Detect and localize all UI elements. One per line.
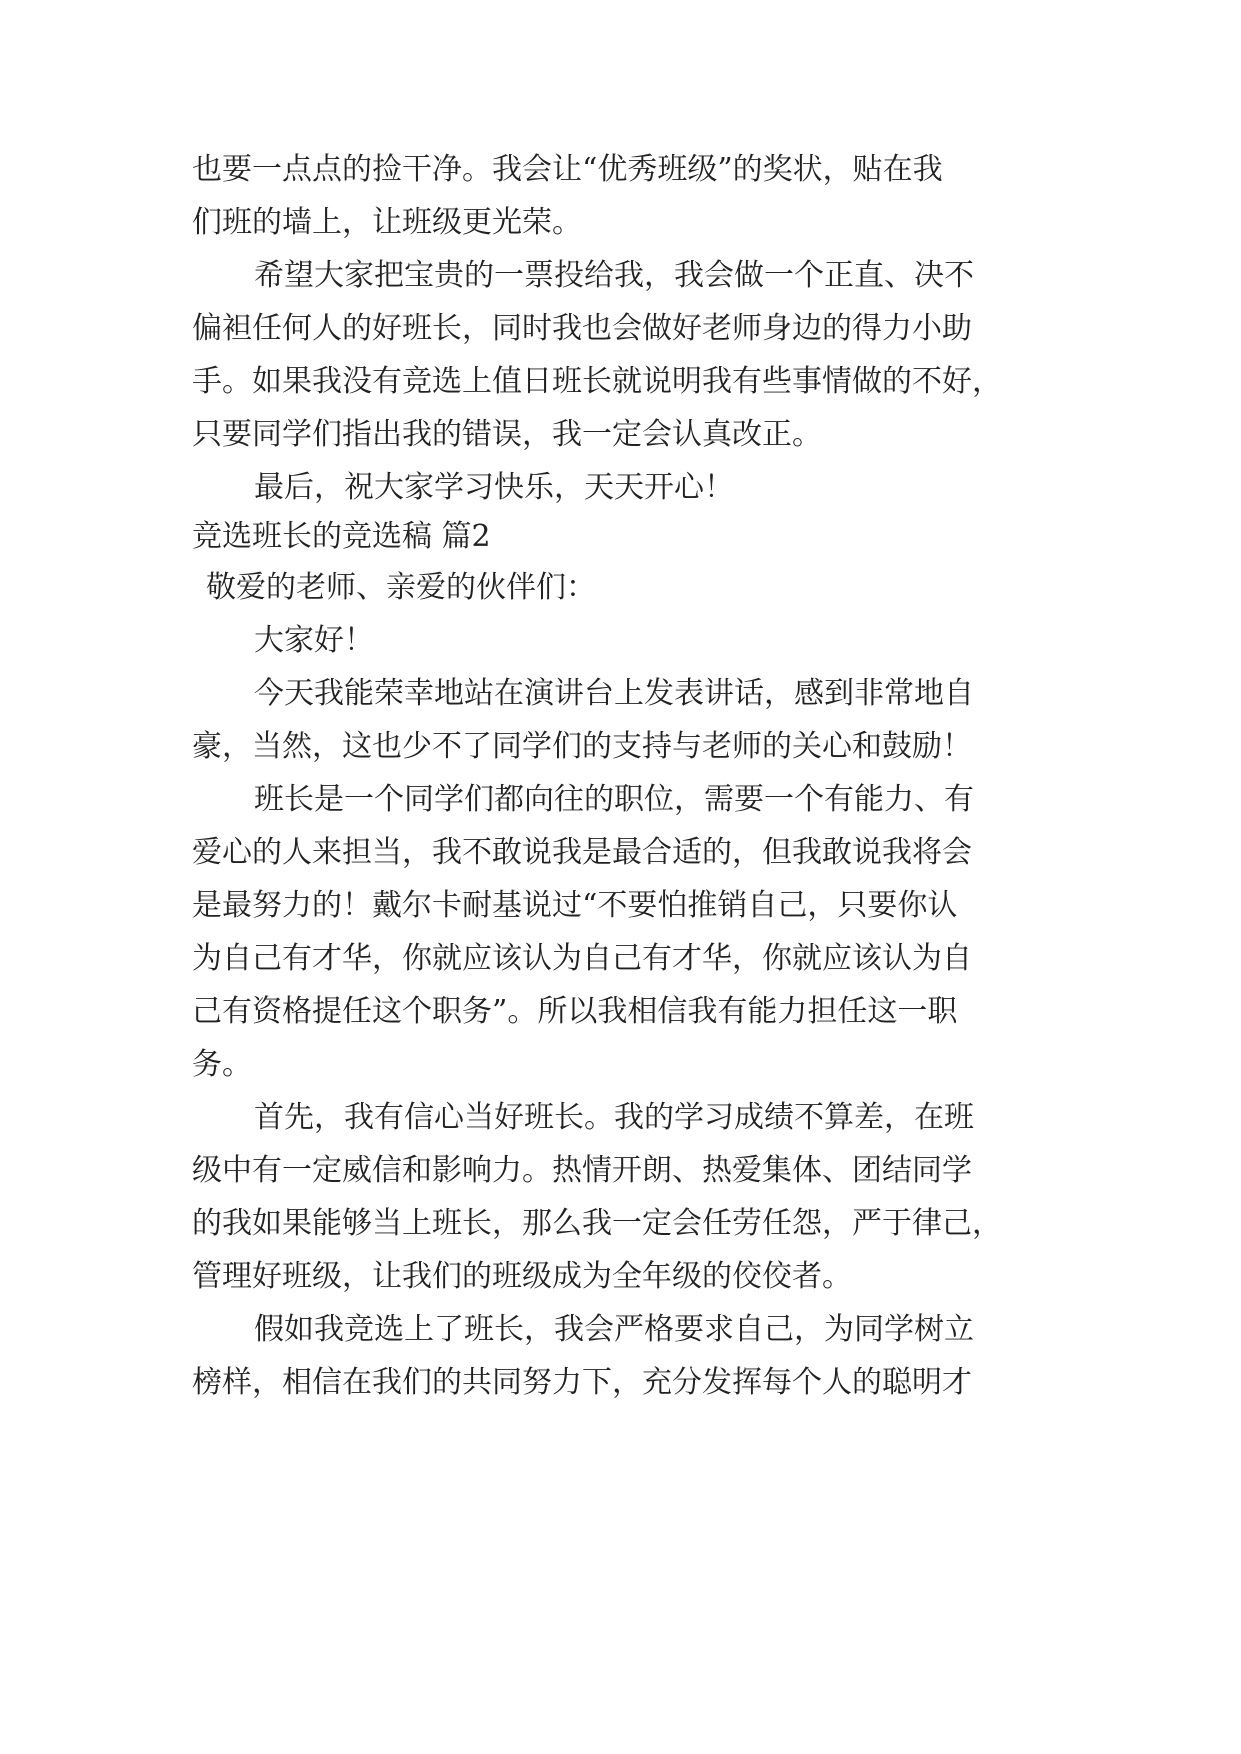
- section-heading: 竞选班长的竞选稿 篇2: [192, 519, 491, 554]
- paragraph-line: 班长是一个同学们都向往的职位，需要一个有能力、有: [254, 782, 974, 817]
- paragraph-line: 豪，当然，这也少不了同学们的支持与老师的关心和鼓励！: [192, 729, 972, 764]
- paragraph-line: 今天我能荣幸地站在演讲台上发表讲话，感到非常地自: [254, 676, 974, 711]
- paragraph-line: 假如我竞选上了班长，我会严格要求自己，为同学树立: [254, 1312, 974, 1347]
- paragraph-line: 的我如果能够当上班长，那么我一定会任劳任怨，严于律己，: [192, 1206, 1002, 1241]
- paragraph-line: 首先，我有信心当好班长。我的学习成绩不算差，在班: [254, 1100, 974, 1135]
- paragraph-line: 偏袒任何人的好班长，同时我也会做好老师身边的得力小助: [192, 311, 972, 346]
- paragraph-line: 手。如果我没有竞选上值日班长就说明我有些事情做的不好，: [192, 364, 1002, 399]
- paragraph-line: 己有资格提任这个职务”。所以我相信我有能力担任这一职: [192, 994, 958, 1029]
- paragraph-line: 榜样，相信在我们的共同努力下，充分发挥每个人的聪明才: [192, 1365, 972, 1400]
- paragraph-line: 也要一点点的捡干净。我会让“优秀班级”的奖状，贴在我: [192, 152, 943, 187]
- paragraph-line: 最后，祝大家学习快乐，天天开心！: [254, 470, 734, 505]
- paragraph-line: 务。: [192, 1047, 252, 1082]
- paragraph-line: 级中有一定威信和影响力。热情开朗、热爱集体、团结同学: [192, 1153, 972, 1188]
- greeting: 大家好！: [254, 623, 374, 658]
- paragraph-line: 爱心的人来担当，我不敢说我是最合适的，但我敢说我将会: [192, 835, 972, 870]
- paragraph-line: 是最努力的！戴尔卡耐基说过“不要怕推销自己，只要你认: [192, 888, 958, 923]
- paragraph-line: 为自己有才华，你就应该认为自己有才华，你就应该认为自: [192, 941, 972, 976]
- paragraph-line: 们班的墙上，让班级更光荣。: [192, 205, 582, 240]
- paragraph-line: 管理好班级，让我们的班级成为全年级的佼佼者。: [192, 1259, 852, 1294]
- paragraph-line: 希望大家把宝贵的一票投给我，我会做一个正直、决不: [254, 258, 974, 293]
- paragraph-line: 只要同学们指出我的错误，我一定会认真改正。: [192, 417, 822, 452]
- salutation: 敬爱的老师、亲爱的伙伴们：: [206, 570, 596, 605]
